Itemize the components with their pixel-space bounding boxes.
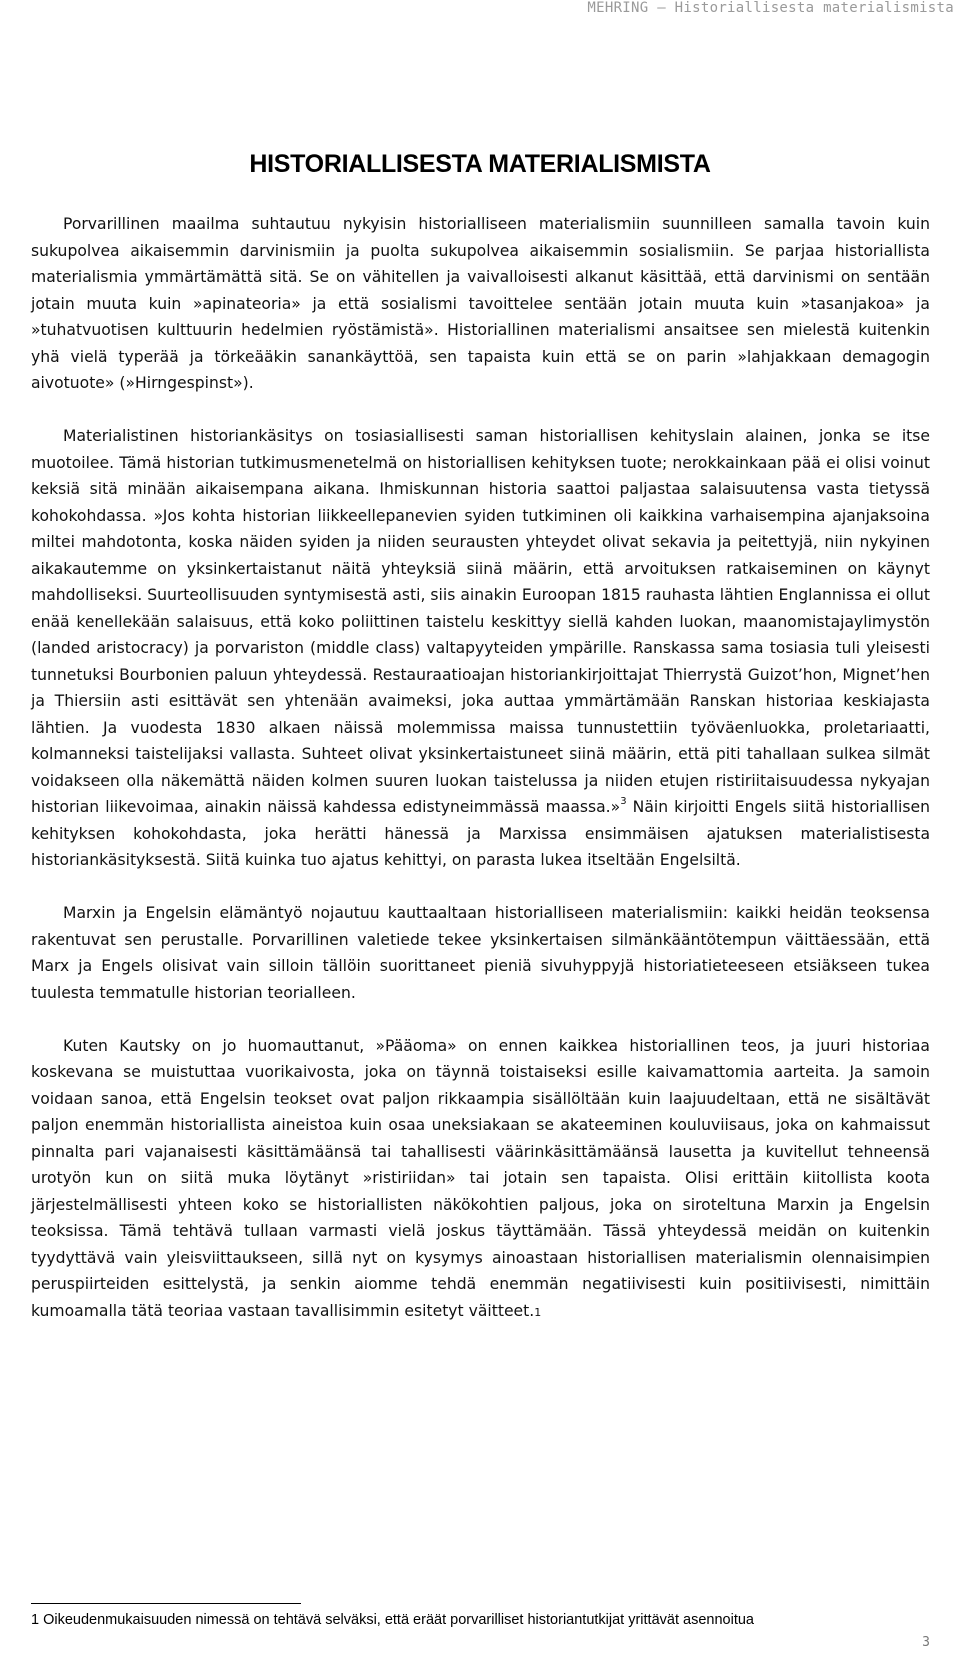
paragraph-2-text: Materialistinen historiankäsitys on tosiasiallisesti saman historiallisen kehityslain alainen, jonka se itse muotoilee. Tämä historian tutkimusmenetelmä on historiallisen kehityksen tuote; nerokkainkaan pää ei olisi voinut keksiä sitä minään aikaisempana aikana. Ihmiskunnan historia saattoi paljastaa salaisuutensa vasta tietyssä kohokohdassa. »Jos kohta historian liikkeellepanevien syiden tutkiminen oli kaikkina varhaisempina ajanjaksoina miltei mahdotonta, koska näiden syiden ja niiden seurausten yhteydet olivat sekavia ja peitettyjä, niin nykyinen aikakautemme on yksinkertaistanut näitä yhteyksiä siinä määrin, että arvoituksen ratkaiseminen on käynyt mahdolliseksi. Suurteollisuuden syntymisestä asti, siis ainakin Euroopan 1815 rauhasta lähtien Englannissa ei ollut enää kenellekään salaisuus, että koko poliittinen taistelu keskittyy siellä kahden luokan, maanomistajaylimystön (landed aristocracy) ja porvariston (middle class) valtapyyteiden ympärille. Ranskassa sama tosiasia tuli yleisesti tunnetuksi Bourbonien paluun yhteydessä. Restauraatioajan historiankirjoittajat Thierrystä Guizot’hon, Mignet’hen ja Thiersiin asti esittävät sen yhtenään avaimeksi, joka auttaa ymmärtämään Ranskan historiaa keskiajasta lähtien. Ja vuodesta 1830 alkaen näissä molemmissa maissa tunnustettiin työväenluokka, proletariaatti, kolmanneksi taistelijaksi vallasta. Suhteet olivat yksinkertaistuneet siinä määrin, että piti tahallaan sulkea silmät voidakseen olla näkemättä näiden kolmen suuren luokan taistelussa ja niiden etujen ristiriitaisuudessa nykyajan historian liikevoimaa, ainakin näissä kahdessa edistyneimmässä maassa.» [31,427,930,816]
paragraph-4-text: Kuten Kautsky on jo huomauttanut, »Pääoma» on ennen kaikkea historiallinen teos, ja juuri historiaa koskevana se muistuttaa vuorikaivosta, joka on täynnä toistaiseksi esille kaivamattomia aarteita. Ja samoin voidaan sanoa, että Engelsin teokset ovat paljon rikkaampia sisällöltään kuin laajuudeltaan, että ne sisältävät paljon enemmän historiallista aineistoa kuin osaa uneksiakaan se akateeminen kouluviisaus, joka on kahmaissut pinnalta pari vajanaisesti käsittämäänsä tai tahallisesti väärinkäsittämäänsä lausetta ja kuvitellut tehneensä urotyön kun on siitä muka löytänyt »ristiriidan» tai jotain sen tapaista. Olisi erittäin kiitollista koota järjestelmällisesti yhteen koko se historiallisten näkökohtien paljous, joka on siroteltuna Marxin ja Engelsin teoksissa. Tämä tehtävä tullaan varmasti vielä joskus täyttämään. Tässä yhteydessä meidän on kuitenkin tyydyttävä vain yleisviittaukseen, sillä nyt on kysymys ainoastaan historiallisen materialismin olennaisimpien peruspiirteiden esittelystä, ja senkin aiomme tehdä enemmän negatiivisesti kuin positiivisesti, nimittäin kumoamalla tätä teoriaa vastaan tavallisimmin esitetyt väitteet. [31,1036,930,1320]
paragraph-2-continuation: Näin kirjoitti Engels siitä historiallisen kehityksen kohokohdasta, joka herätti hänessä ja Marxissa ensimmäisen ajatuksen materialistisesta historiankäsityksestä. Siitä kuinka tuo ajatus kehittyi, on parasta lukea itseltään Engelsiltä. [31,798,930,869]
footnote-divider [31,1603,301,1604]
footnote-1: 1 Oikeudenmukaisuuden nimessä on tehtävä selväksi, että eräät porvarilliset historiantutkijat yrittävät asennoitua [31,1612,754,1628]
running-header: MEHRING – Historiallisesta materialismista [587,0,954,16]
footnote-reference-1: 1 [534,1305,542,1319]
page-number: 3 [922,1635,930,1650]
paragraph-3: Marxin ja Engelsin elämäntyö nojautuu kauttaaltaan historialliseen materialismiin: kaikki heidän teoksensa rakentuvat sen perustalle. Porvarillinen valetiede tekee yksinkertaisen silmänkääntötempun väittäessään, että Marx ja Engels olisivat vain silloin tällöin suorittaneet pieniä sivuhyppyjä historiatieteeseen etsiäkseen tukea tuulesta temmatulle historian teorialleen. [31,904,930,1002]
paragraph-1: Porvarillinen maailma suhtautuu nykyisin historialliseen materialismiin suunnilleen samalla tavoin kuin sukupolvea aikaisemmin darvinismiin ja puolta sukupolvea aikaisemmin sosialismiin. Se parjaa historiallista materialismia ymmärtämättä sitä. Se on vähitellen ja vaivalloisesti alkanut käsittää, että darvinismi on sentään jotain muuta kuin »apinateoria» ja että sosialismi tavoittelee sentään jotain muuta kuin »tasanjakoa» ja »tuhatvuotisen kulttuurin hedelmien ryöstämistä». Historiallinen materialismi ansaitsee sen mielestä kuitenkin yhä vielä typerää ja törkeääkin sanankäyttöä, sen tapaista kuin että se on parin »lahjakkaan demagogin aivotuote» (»Hirngespinst»). [31,215,930,392]
page-title: HISTORIALLISESTA MATERIALISMISTA [249,150,711,178]
paragraph-2 [31,423,930,874]
document-body [31,211,930,1326]
footnote-reference-3: 3 [620,795,627,807]
paragraph-4 [31,1033,930,1327]
